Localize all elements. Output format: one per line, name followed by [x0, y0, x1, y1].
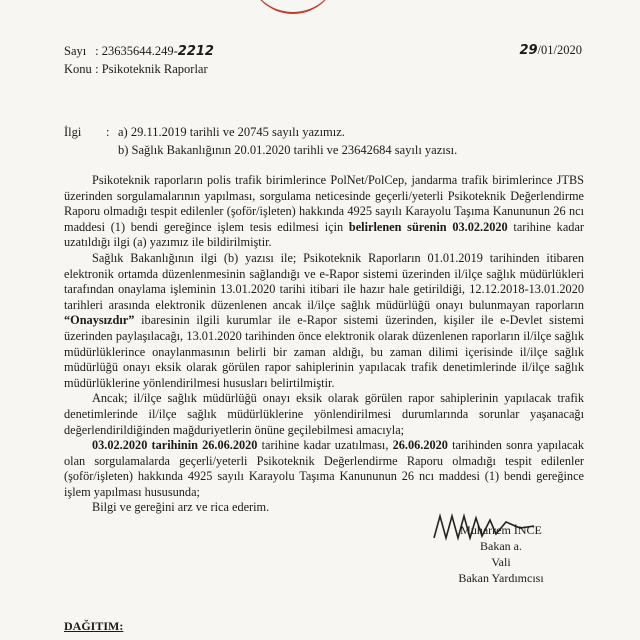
distribution-label: DAĞITIM: [64, 619, 124, 633]
sayi-number: 23635644.249- [101, 44, 178, 58]
signatory-line-2: Bakan a. [480, 539, 522, 553]
konu-separator: : [95, 62, 99, 76]
konu-value: Psikoteknik Raporlar [101, 62, 208, 76]
paragraph-1-emphasis: belirlenen sürenin 03.02.2020 [348, 219, 508, 234]
document-body [64, 173, 584, 516]
ilgi-separator: : [106, 125, 110, 139]
konu-label: Konu [64, 62, 92, 76]
paragraph-4: 03.02.2020 tarihinin 26.06.2020 tarihine kadar uzatılması, 26.06.2020 tarihinden sonra yapılacak olan sorgulamalarda geçerli/yeterli Psikoteknik Değerlendirme Raporu olmadığı tespit edilenler (şoför/işleten) hakkında 4925 sayılı Karayolu Taşıma Kanununun 26 ncı maddesi (1) bendi gereğince işlem yapılması hususunda; [64, 438, 584, 499]
konu-line [64, 60, 208, 78]
sayi-label: Sayı [64, 44, 87, 58]
signature-block [436, 522, 566, 586]
sayi-handwritten-number: 2212 [177, 44, 214, 59]
sayi-separator: : [95, 44, 99, 58]
paragraph-2-emphasis: “Onaysızdır” [64, 313, 135, 328]
paragraph-2: Sağlık Bakanlığının ilgi (b) yazısı ile; Psikoteknik Raporların 01.01.2019 tarihinden itibaren elektronik ortamda düzenlenmesinin sağlandığı ve e-Rapor sistemi üzerinden il/ilçe sağlık müdürlükleri tarafından onaylama işleminin 13.01.2020 tarihi itibari ile hazır hale getirildiği, 12.12.2018-13.01.2020 tarihleri arasında elektronik düzenlenen ancak il/ilçe sağlık müdürlüğü onayı bulunmayan raporların “Onaysızdır” ibaresinin ilgili kurumlar ile e-Rapor sistemi üzerinden, kişiler ile e-Devlet sistemi üzerinden paylaşılacağı, 13.01.2020 tarihinden önce elektronik olarak düzenlenen raporların il/ilçe sağlık müdürlüklerince onaylanmasının belirli bir zaman aldığı, bu zaman dilimi içerisinde il/ilçe sağlık müdürlüğü onayı eksik olarak görülen rapor sahiplerinin yapılacak trafik denetimlerinde il/ilçe sağlık müdürlüklerine yönlendirilmesi hususları belirtilmiştir. [64, 250, 584, 390]
paragraph-closing: Bilgi ve gereğini arz ve rica ederim. [92, 500, 270, 515]
ilgi-item-b: b) Sağlık Bakanlığının 20.01.2020 tarihli ve 23642684 sayılı yazısı. [118, 143, 458, 157]
ilgi-section [64, 123, 584, 159]
date-handwritten-day: 29 [519, 43, 538, 58]
signatory-line-3: Vali [491, 555, 511, 569]
paragraph-1: Psikoteknik raporların polis trafik birimlerince PolNet/PolCep, jandarma trafik birimlerince JTBS üzerinden sorgulamalarının yapılması, sorgulama neticesinde geçerli/yeterli Psikoteknik Değerlendirme Raporu olmadığı tespit edilenler (şoför/işleten) hakkında 4925 sayılı Karayolu Taşıma Kanununun 26 ncı maddesi (1) bendi gereğince işlem tesis edilmesi için belirlenen sürenin 03.02.2020 tarihine kadar uzatıldığı ilgi (a) yazımız ile bildirilmiştir. [64, 173, 584, 250]
signatory-title: Bakan Yardımcısı [458, 571, 544, 585]
paragraph-4-emphasis-2: 26.06.2020 [392, 438, 448, 453]
ilgi-item-a: a) 29.11.2019 tarihli ve 20745 sayılı yazımız. [118, 125, 345, 139]
date-month-year: /01/2020 [537, 43, 582, 57]
paragraph-4-emphasis-1: 03.02.2020 tarihinin 26.06.2020 [92, 438, 258, 453]
signatory-name: Muharrem İNCE [460, 523, 542, 537]
sayi-line [64, 42, 214, 61]
ilgi-label: İlgi [64, 125, 82, 139]
document-date [519, 43, 582, 58]
paragraph-3: Ancak; il/ilçe sağlık müdürlüğü onayı eksik olarak görülen rapor sahiplerinin yapılacak trafik denetimlerinde il/ilçe sağlık müdürlüklerine yönlendirilmesi durumlarında sorunlar yaşanacağı değerlendirildiğinden mağduriyetlerin önüne geçilebilmesi amacıyla; [64, 391, 584, 437]
seal-emblem-partial [248, 0, 338, 14]
